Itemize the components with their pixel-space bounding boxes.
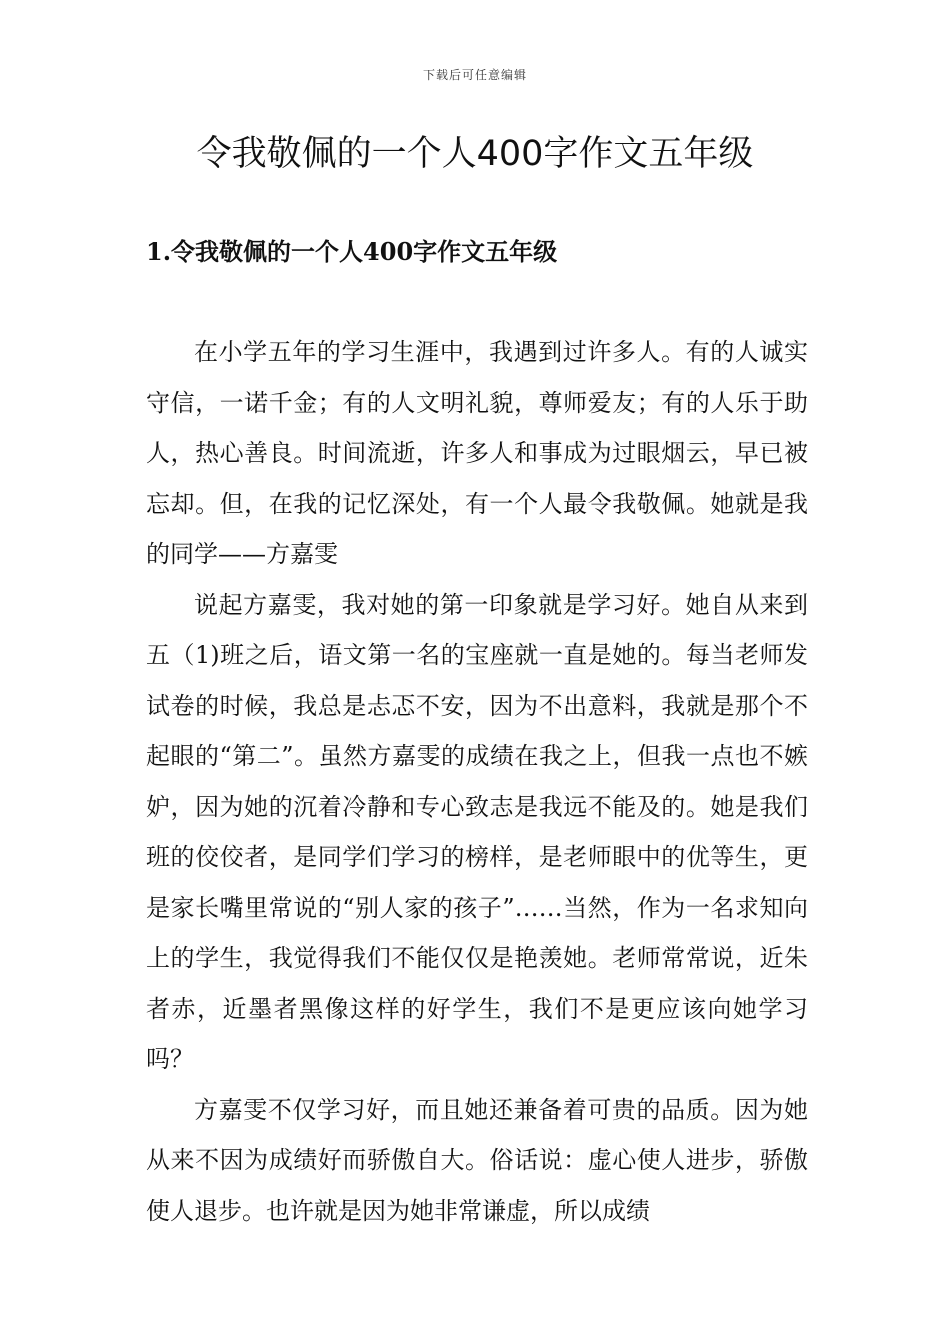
article-body: [146, 327, 808, 1236]
paragraph: 在小学五年的学习生涯中，我遇到过许多人。有的人诚实守信，一诺千金；有的人文明礼貌，尊师爱友；有的人乐于助人，热心善良。时间流逝，许多人和事成为过眼烟云，早已被忘却。但，在我的记忆深处，有一个人最令我敬佩。她就是我的同学——方嘉雯: [146, 338, 808, 568]
paragraph: 说起方嘉雯，我对她的第一印象就是学习好。她自从来到五（1)班之后，语文第一名的宝座就一直是她的。每当老师发试卷的时候，我总是忐忑不安，因为不出意料，我就是那个不起眼的“第二”。虽然方嘉雯的成绩在我之上，但我一点也不嫉妒，因为她的沉着冷静和专心致志是我远不能及的。她是我们班的佼佼者，是同学们学习的榜样，是老师眼中的优等生，更是家长嘴里常说的“别人家的孩子”……当然，作为一名求知向上的学生，我觉得我们不能仅仅是艳羡她。老师常常说，近朱者赤，近墨者黑像这样的好学生，我们不是更应该向她学习吗？: [146, 590, 808, 1073]
header-note: 下载后可任意编辑: [422, 68, 527, 82]
section-heading: 1.令我敬佩的一个人400字作文五年级: [146, 237, 558, 266]
paragraph: 方嘉雯不仅学习好，而且她还兼备着可贵的品质。因为她从来不因为成绩好而骄傲自大。俗话说：虚心使人进步，骄傲使人退步。也许就是因为她非常谦虚，所以成绩: [146, 1095, 808, 1225]
document-title: 令我敬佩的一个人400字作文五年级: [196, 134, 754, 174]
